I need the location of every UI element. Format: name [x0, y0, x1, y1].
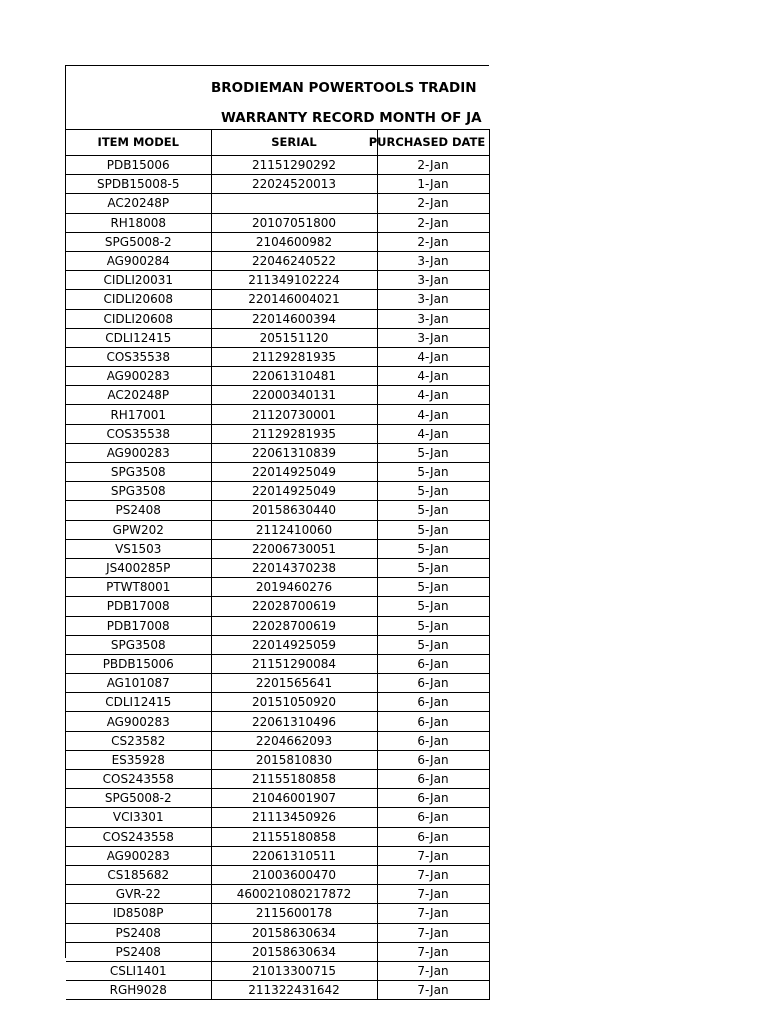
cell-serial: 22061310839	[211, 443, 377, 462]
cell-serial: 21151290084	[211, 654, 377, 673]
table-row	[66, 827, 489, 846]
cell-serial: 2015810830	[211, 750, 377, 769]
cell-item-model: PTWT8001	[66, 578, 211, 597]
table-row	[66, 981, 489, 1000]
cell-purchased-date: 2-Jan	[377, 213, 489, 232]
cell-item-model: JS400285P	[66, 558, 211, 577]
cell-serial: 22061310511	[211, 846, 377, 865]
header-row	[66, 129, 489, 156]
cell-purchased-date: 5-Jan	[377, 501, 489, 520]
title-block	[66, 66, 489, 130]
cell-purchased-date: 7-Jan	[377, 885, 489, 904]
warranty-table	[66, 129, 490, 1000]
cell-item-model: CSLI1401	[66, 961, 211, 980]
cell-serial: 2104600982	[211, 232, 377, 251]
cell-purchased-date: 7-Jan	[377, 904, 489, 923]
cell-item-model: SPG3508	[66, 635, 211, 654]
cell-purchased-date: 5-Jan	[377, 597, 489, 616]
cell-serial: 20151050920	[211, 693, 377, 712]
table-row	[66, 482, 489, 501]
cell-purchased-date: 5-Jan	[377, 443, 489, 462]
cell-serial: 22014370238	[211, 558, 377, 577]
cell-serial: 20158630634	[211, 942, 377, 961]
table-row	[66, 654, 489, 673]
cell-item-model: CDLI12415	[66, 693, 211, 712]
table-row	[66, 290, 489, 309]
cell-purchased-date: 5-Jan	[377, 482, 489, 501]
cell-item-model: RH18008	[66, 213, 211, 232]
cell-purchased-date: 1-Jan	[377, 175, 489, 194]
table-row	[66, 674, 489, 693]
cell-purchased-date: 5-Jan	[377, 520, 489, 539]
cell-serial: 20158630440	[211, 501, 377, 520]
cell-serial: 460021080217872	[211, 885, 377, 904]
cell-purchased-date: 5-Jan	[377, 539, 489, 558]
cell-item-model: SPG5008-2	[66, 232, 211, 251]
cell-item-model: SPG3508	[66, 463, 211, 482]
cell-item-model: AG900284	[66, 251, 211, 270]
table-row	[66, 789, 489, 808]
cell-serial: 22061310481	[211, 367, 377, 386]
cell-item-model: PDB17008	[66, 616, 211, 635]
cell-item-model: COS243558	[66, 827, 211, 846]
table-row	[66, 194, 489, 213]
table-row	[66, 386, 489, 405]
cell-item-model: SPDB15008-5	[66, 175, 211, 194]
cell-purchased-date: 2-Jan	[377, 232, 489, 251]
cell-serial: 2115600178	[211, 904, 377, 923]
cell-purchased-date: 6-Jan	[377, 693, 489, 712]
cell-purchased-date: 6-Jan	[377, 731, 489, 750]
cell-serial: 20107051800	[211, 213, 377, 232]
cell-serial: 21129281935	[211, 424, 377, 443]
cell-purchased-date: 6-Jan	[377, 674, 489, 693]
cell-item-model: CDLI12415	[66, 328, 211, 347]
cell-purchased-date: 6-Jan	[377, 712, 489, 731]
cell-purchased-date: 6-Jan	[377, 808, 489, 827]
cell-serial: 21003600470	[211, 865, 377, 884]
cell-purchased-date: 6-Jan	[377, 789, 489, 808]
cell-purchased-date: 4-Jan	[377, 367, 489, 386]
cell-item-model: COS35538	[66, 424, 211, 443]
cell-item-model: CIDLI20608	[66, 309, 211, 328]
cell-purchased-date: 5-Jan	[377, 463, 489, 482]
table-row	[66, 251, 489, 270]
table-row	[66, 942, 489, 961]
cell-serial: 211322431642	[211, 981, 377, 1000]
cell-purchased-date: 5-Jan	[377, 616, 489, 635]
cell-item-model: PS2408	[66, 501, 211, 520]
cell-item-model: RGH9028	[66, 981, 211, 1000]
cell-item-model: CIDLI20608	[66, 290, 211, 309]
cell-serial: 22028700619	[211, 597, 377, 616]
cell-purchased-date: 6-Jan	[377, 654, 489, 673]
table-row	[66, 635, 489, 654]
cell-item-model: SPG3508	[66, 482, 211, 501]
cell-serial: 21155180858	[211, 827, 377, 846]
cell-serial: 22046240522	[211, 251, 377, 270]
cell-purchased-date: 7-Jan	[377, 865, 489, 884]
cell-serial: 22028700619	[211, 616, 377, 635]
cell-serial: 2201565641	[211, 674, 377, 693]
cell-item-model: PBDB15006	[66, 654, 211, 673]
cell-purchased-date: 2-Jan	[377, 156, 489, 175]
table-row	[66, 367, 489, 386]
cell-purchased-date: 2-Jan	[377, 194, 489, 213]
cell-purchased-date: 5-Jan	[377, 635, 489, 654]
table-row	[66, 693, 489, 712]
cell-item-model: AC20248P	[66, 194, 211, 213]
cell-item-model: CS23582	[66, 731, 211, 750]
cell-purchased-date: 6-Jan	[377, 750, 489, 769]
cell-item-model: PS2408	[66, 942, 211, 961]
cell-purchased-date: 7-Jan	[377, 961, 489, 980]
cell-serial: 22061310496	[211, 712, 377, 731]
cell-serial: 22014925049	[211, 482, 377, 501]
cell-serial: 21120730001	[211, 405, 377, 424]
table-row	[66, 213, 489, 232]
table-row	[66, 175, 489, 194]
table-row	[66, 347, 489, 366]
cell-serial: 220146004021	[211, 290, 377, 309]
table-row	[66, 597, 489, 616]
table-row	[66, 616, 489, 635]
table-row	[66, 750, 489, 769]
cell-purchased-date: 6-Jan	[377, 827, 489, 846]
cell-purchased-date: 3-Jan	[377, 290, 489, 309]
cell-item-model: CS185682	[66, 865, 211, 884]
table-row	[66, 463, 489, 482]
cell-item-model: SPG5008-2	[66, 789, 211, 808]
cell-purchased-date: 6-Jan	[377, 770, 489, 789]
cell-serial: 21151290292	[211, 156, 377, 175]
cell-item-model: AG900283	[66, 712, 211, 731]
cell-item-model: ID8508P	[66, 904, 211, 923]
table-row	[66, 443, 489, 462]
cell-purchased-date: 3-Jan	[377, 309, 489, 328]
cell-item-model: GPW202	[66, 520, 211, 539]
table-row	[66, 904, 489, 923]
cell-serial: 211349102224	[211, 271, 377, 290]
table-row	[66, 156, 489, 175]
cell-purchased-date: 4-Jan	[377, 386, 489, 405]
cell-item-model: CIDLI20031	[66, 271, 211, 290]
cell-serial: 2019460276	[211, 578, 377, 597]
cell-serial: 21013300715	[211, 961, 377, 980]
cell-serial: 22024520013	[211, 175, 377, 194]
cell-purchased-date: 4-Jan	[377, 347, 489, 366]
cell-item-model: VS1503	[66, 539, 211, 558]
cell-serial	[211, 194, 377, 213]
cell-item-model: RH17001	[66, 405, 211, 424]
table-row	[66, 885, 489, 904]
cell-serial: 21113450926	[211, 808, 377, 827]
cell-purchased-date: 7-Jan	[377, 942, 489, 961]
table-row	[66, 271, 489, 290]
company-title: BRODIEMAN POWERTOOLS TRADIN	[211, 80, 477, 96]
table-row	[66, 424, 489, 443]
cell-purchased-date: 7-Jan	[377, 923, 489, 942]
cell-item-model: AG900283	[66, 846, 211, 865]
cell-purchased-date: 7-Jan	[377, 846, 489, 865]
table-row	[66, 770, 489, 789]
cell-item-model: ES35928	[66, 750, 211, 769]
cell-item-model: PS2408	[66, 923, 211, 942]
cell-purchased-date: 7-Jan	[377, 981, 489, 1000]
cell-serial: 2112410060	[211, 520, 377, 539]
cell-serial: 205151120	[211, 328, 377, 347]
table-row	[66, 328, 489, 347]
cell-item-model: PDB15006	[66, 156, 211, 175]
cell-serial: 22006730051	[211, 539, 377, 558]
cell-purchased-date: 5-Jan	[377, 558, 489, 577]
table-row	[66, 846, 489, 865]
cell-serial: 21129281935	[211, 347, 377, 366]
table-row	[66, 405, 489, 424]
cell-item-model: PDB17008	[66, 597, 211, 616]
table-row	[66, 539, 489, 558]
table-row	[66, 520, 489, 539]
table-row	[66, 808, 489, 827]
cell-purchased-date: 3-Jan	[377, 271, 489, 290]
header-item-model: ITEM MODEL	[66, 129, 211, 156]
table-row	[66, 731, 489, 750]
cell-purchased-date: 5-Jan	[377, 578, 489, 597]
cell-serial: 22014925049	[211, 463, 377, 482]
table-row	[66, 712, 489, 731]
cell-item-model: AC20248P	[66, 386, 211, 405]
table-row	[66, 309, 489, 328]
table-row	[66, 501, 489, 520]
header-serial: SERIAL	[211, 129, 377, 156]
cell-purchased-date: 3-Jan	[377, 251, 489, 270]
header-purchased-date: PURCHASED DATE	[377, 129, 489, 156]
cell-item-model: AG900283	[66, 367, 211, 386]
table-row	[66, 558, 489, 577]
cell-serial: 22000340131	[211, 386, 377, 405]
cell-purchased-date: 4-Jan	[377, 424, 489, 443]
cell-serial: 22014600394	[211, 309, 377, 328]
cell-purchased-date: 3-Jan	[377, 328, 489, 347]
cell-item-model: VCI3301	[66, 808, 211, 827]
cell-item-model: COS243558	[66, 770, 211, 789]
cell-serial: 21155180858	[211, 770, 377, 789]
cell-serial: 2204662093	[211, 731, 377, 750]
table-row	[66, 865, 489, 884]
cell-item-model: AG101087	[66, 674, 211, 693]
table-row	[66, 578, 489, 597]
cell-serial: 22014925059	[211, 635, 377, 654]
table-row	[66, 923, 489, 942]
cell-item-model: GVR-22	[66, 885, 211, 904]
cell-item-model: AG900283	[66, 443, 211, 462]
table-row	[66, 232, 489, 251]
cell-purchased-date: 4-Jan	[377, 405, 489, 424]
spreadsheet-page	[65, 65, 489, 998]
cell-item-model: COS35538	[66, 347, 211, 366]
table-row	[66, 961, 489, 980]
record-subtitle: WARRANTY RECORD MONTH OF JA	[221, 110, 482, 126]
cell-serial: 21046001907	[211, 789, 377, 808]
cell-serial: 20158630634	[211, 923, 377, 942]
